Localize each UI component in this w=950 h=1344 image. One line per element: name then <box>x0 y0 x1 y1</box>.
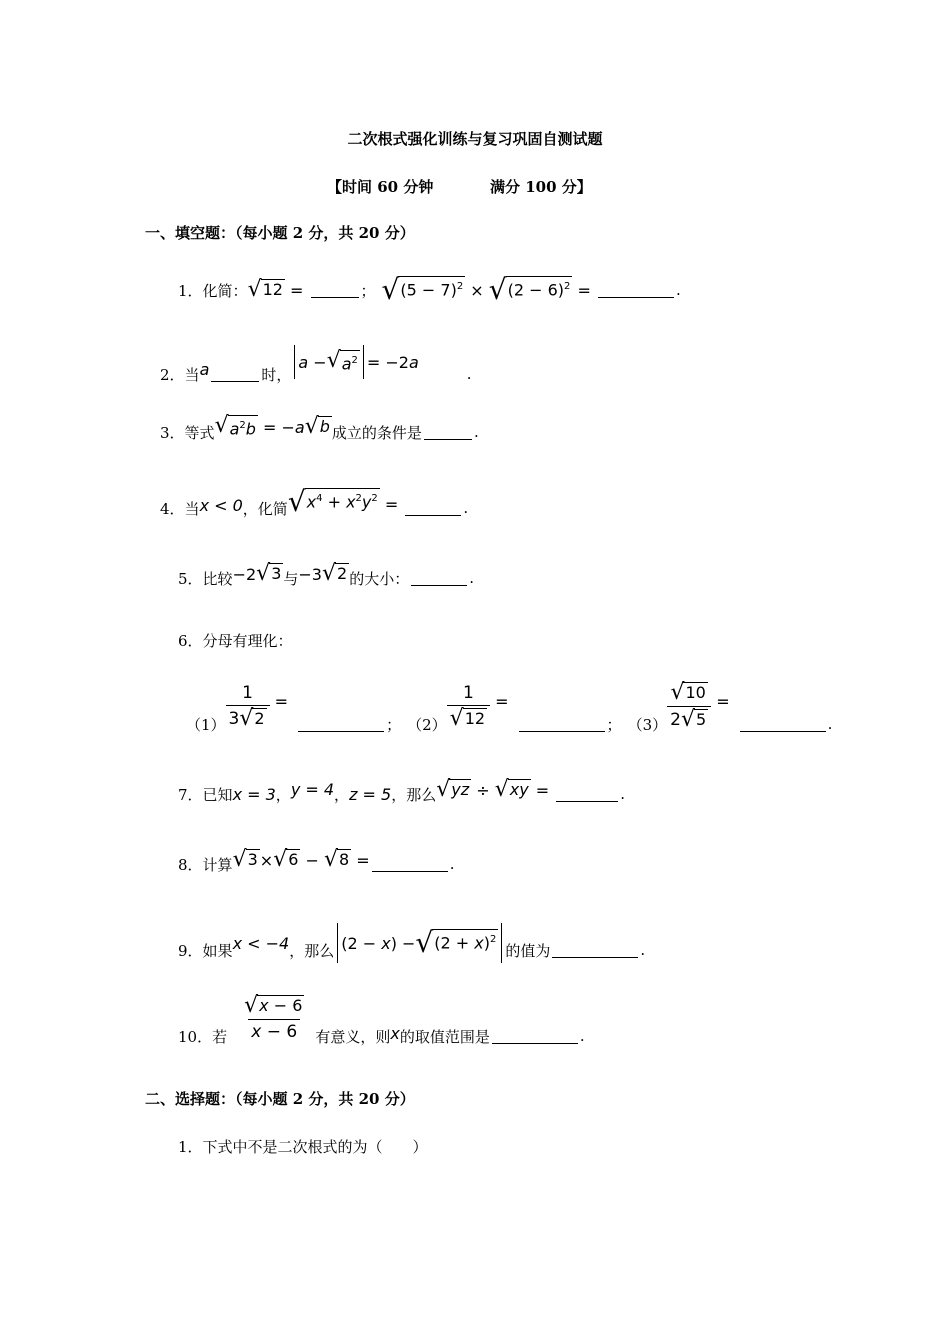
abs-bar-left <box>337 923 338 963</box>
question-number: 3． <box>160 423 185 442</box>
math-y-value: y = 4 <box>290 779 335 799</box>
math-expression: = −2a <box>366 352 419 372</box>
question-text: 成立的条件是 <box>331 423 422 442</box>
question-8: 8． 计算 √ 3 × √ 6 − √ 8 = . <box>178 847 455 874</box>
question-text: ，那么 <box>289 941 335 960</box>
period: . <box>473 423 479 441</box>
period: . <box>675 281 681 299</box>
math-var-x: x <box>390 1023 400 1043</box>
question-text: 化简： <box>202 281 248 300</box>
question-number: 1． <box>178 281 203 300</box>
period: . <box>620 785 626 803</box>
math-sqrt-expression: √ $(5 - 7)^2$ <box>381 273 464 306</box>
math-condition: x < 0 <box>199 495 243 515</box>
time-limit: 【时间 60 分钟 <box>327 178 434 196</box>
math-fraction: 1 3 √ 2 <box>226 683 270 730</box>
math-expression: −2 <box>232 564 257 584</box>
math-sqrt-2: √ 2 <box>321 561 348 586</box>
math-fraction: √ 10 2 √ 5 <box>667 682 711 731</box>
question-6 <box>178 628 293 652</box>
question-number: 6． <box>178 631 203 650</box>
question-5 <box>178 560 474 596</box>
question-text: 计算 <box>202 855 233 874</box>
answer-blank[interactable] <box>519 717 605 732</box>
full-score: 满分 100 分】 <box>490 178 592 196</box>
math-fraction: 1 √ 12 <box>447 683 490 730</box>
math-sqrt-a2: √ $a^2$ <box>326 348 358 374</box>
question-text: 当 <box>184 365 200 384</box>
abs-bar-left <box>294 345 295 379</box>
period: . <box>466 365 472 383</box>
period: . <box>640 941 646 959</box>
period: . <box>827 715 833 733</box>
answer-blank[interactable] <box>740 717 826 732</box>
answer-blank[interactable] <box>405 501 461 516</box>
answer-blank[interactable] <box>556 787 618 802</box>
math-sqrt-8: √ 8 <box>323 847 350 872</box>
part-label: （1） <box>186 715 226 734</box>
separator: ， <box>334 785 350 804</box>
period: . <box>449 855 455 873</box>
math-sqrt-expression: √ $(2 - 6)^2$ <box>488 273 571 306</box>
period: . <box>469 569 474 587</box>
math-expression: −3 <box>298 564 322 584</box>
question-number: 4． <box>160 499 185 518</box>
question-number: 5． <box>178 569 203 588</box>
separator: ； <box>606 715 622 734</box>
math-expression: (2 − x) − <box>341 933 416 953</box>
part-label: （2） <box>407 715 447 734</box>
answer-blank[interactable] <box>211 367 259 382</box>
math-sqrt-12: √ 12 <box>247 277 283 302</box>
abs-bar-right <box>501 923 502 963</box>
question-number: 9． <box>178 941 203 960</box>
question-text: 分母有理化： <box>202 631 293 650</box>
period: . <box>463 499 469 517</box>
math-sqrt-3: √ 3 <box>232 847 258 872</box>
math-sqrt-6: √ 6 <box>273 847 299 872</box>
question-10 <box>178 990 585 1046</box>
math-condition: x < −4 <box>232 933 290 953</box>
answer-blank[interactable] <box>311 283 359 298</box>
question-2 <box>160 342 472 382</box>
separator: ； <box>360 281 376 300</box>
question-text: 有意义，则 <box>315 1027 391 1046</box>
question-text: 如果 <box>202 941 233 960</box>
separator: ； <box>386 715 402 734</box>
section-heading-multiple-choice: 二、选择题：（每小题 2 分，共 20 分） <box>145 1090 415 1108</box>
math-x-value: x = 3 <box>232 784 276 804</box>
question-3: 3． 等式 √ $a^2b$ = −a √ b 成立的条件是 . <box>160 413 479 442</box>
question-text: 与 <box>283 569 299 588</box>
answer-blank[interactable] <box>298 717 384 732</box>
question-text: 若 <box>212 1027 228 1046</box>
question-text: 等式 <box>184 423 215 442</box>
question-text: ，化简 <box>242 499 288 518</box>
choice-question-1: 1．下式中不是二次根式的为（ ） <box>178 1138 428 1156</box>
page-title: 二次根式强化训练与复习巩固自测试题 <box>347 130 603 148</box>
answer-blank[interactable] <box>598 283 674 298</box>
question-text: 的大小： <box>349 569 410 588</box>
separator: ， <box>391 785 407 804</box>
answer-blank[interactable] <box>492 1029 578 1044</box>
question-1: 1． 化简： √ 12 = ； √ $(5 - 7)^2$ × √ $(2 - 6)^2$ = . <box>178 273 681 306</box>
math-z-value: z = 5 <box>349 784 392 804</box>
answer-blank[interactable] <box>372 857 448 872</box>
math-sqrt-xy: √ xy <box>494 777 529 802</box>
question-text: 已知 <box>202 785 233 804</box>
question-6-parts: （1） 1 3 √ 2 = ； （2） 1 √ 12 = ； （3） √ 10 2 √ 5 = . <box>186 679 833 734</box>
answer-blank[interactable] <box>424 425 472 440</box>
question-text: 当 <box>184 499 200 518</box>
answer-blank[interactable] <box>552 943 638 958</box>
question-4: 4． 当 x < 0 ，化简 √ $x^4 + x^2y^2$ = . <box>160 485 469 518</box>
question-number: 8． <box>178 855 203 874</box>
abs-bar-right <box>363 345 364 379</box>
question-number: 10． <box>178 1027 213 1046</box>
question-number: 7． <box>178 785 203 804</box>
question-text: 的取值范围是 <box>399 1027 490 1046</box>
math-sqrt-b: √ b <box>304 414 330 439</box>
question-text: 时， <box>261 365 292 384</box>
math-sqrt-3: √ 3 <box>256 561 282 586</box>
math-var-a: a <box>199 359 210 379</box>
question-text: 那么 <box>406 785 437 804</box>
math-sqrt-yz: √ yz <box>436 777 470 802</box>
answer-blank[interactable] <box>411 571 467 586</box>
separator: ， <box>275 785 291 804</box>
math-expression: a − <box>298 352 327 372</box>
part-label: （3） <box>627 715 668 734</box>
math-fraction: √ x − 6 x − 6 <box>244 992 303 1042</box>
math-sqrt-expression: √ $x^4 + x^2y^2$ <box>287 485 378 518</box>
question-7: 7． 已知 x = 3 ， y = 4 ， z = 5 ， 那么 √ yz ÷ √ xy = . <box>178 777 626 804</box>
math-sqrt-expression: √ $(2 + x)^2$ <box>415 926 497 959</box>
period: . <box>579 1027 585 1045</box>
math-sqrt-a2b: √ $a^2b$ <box>214 413 256 439</box>
question-number: 2． <box>160 365 185 384</box>
question-text: 的值为 <box>505 941 551 960</box>
question-text: 比较 <box>202 569 233 588</box>
question-9 <box>178 920 645 966</box>
section-heading-fill-in: 一、填空题：（每小题 2 分，共 20 分） <box>145 224 415 242</box>
